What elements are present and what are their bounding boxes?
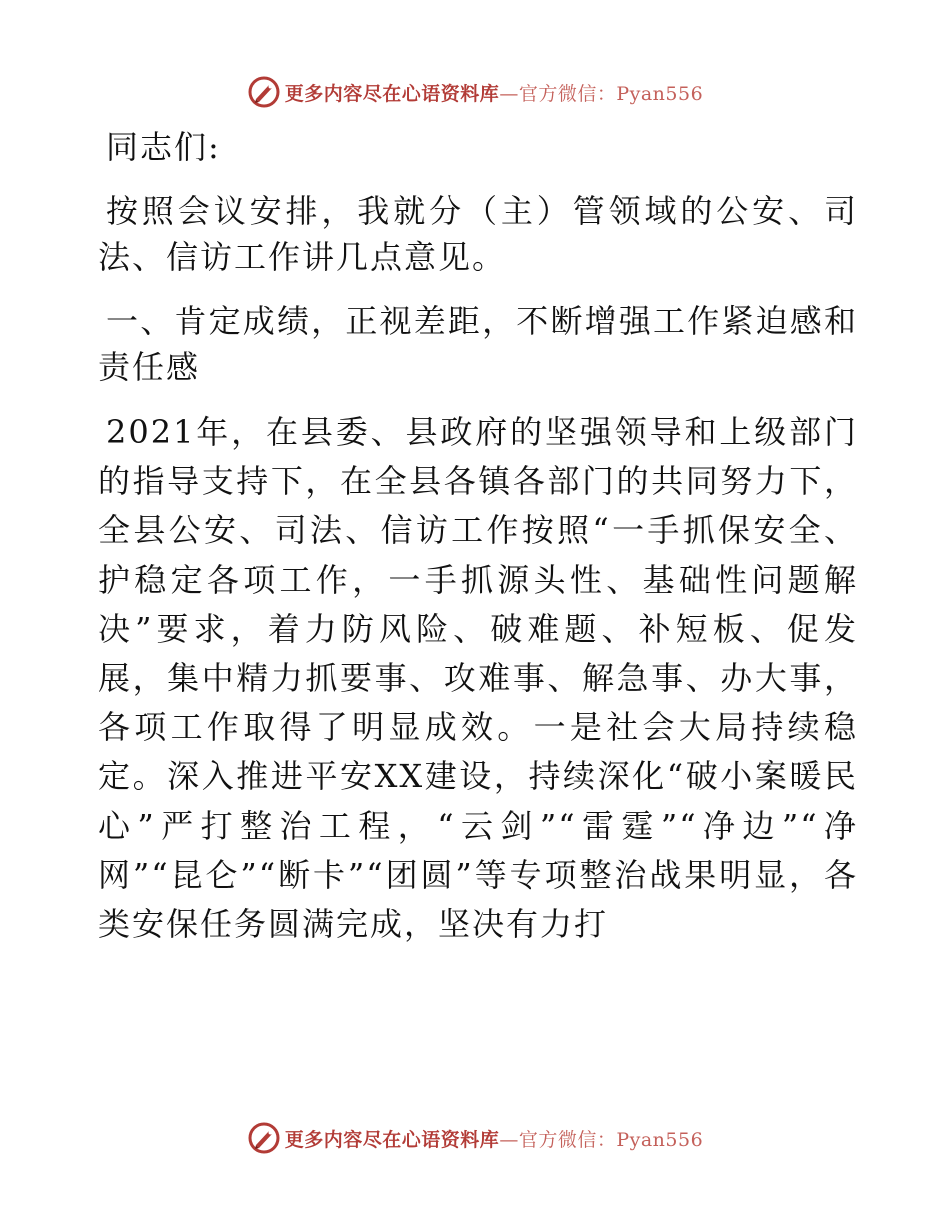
- salutation: 同志们:: [106, 128, 221, 166]
- header-watermark: [0, 70, 950, 114]
- pen-logo-icon: [247, 1121, 281, 1155]
- footer-watermark: [0, 1116, 950, 1160]
- watermark-text: 更多内容尽在心语资料库—官方微信：Pyan556: [284, 82, 704, 105]
- watermark-text: 更多内容尽在心语资料库—官方微信：Pyan556: [284, 1128, 704, 1151]
- section-body-paragraph: 2021年，在县委、县政府的坚强领导和上级部门的指导支持下，在全县各镇各部门的共同努力下，全县公安、司法、信访工作按照“一手抓保安全、护稳定各项工作，一手抓源头性、基础性问题解决”要求，着力防风险、破难题、补短板、促发展，集中精力抓要事、攻难事、解急事、办大事，各项工作取得了明显成效。一是社会大局持续稳定。深入推进平安XX建设，持续深化“破小案暖民心”严打整治工程，“云剑”“雷霆”“净边”“净网”“昆仑”“断卡”“团圆”等专项整治战果明显，各类安保任务圆满完成，坚决有力打: [98, 413, 858, 944]
- intro-paragraph: 按照会议安排，我就分（主）管领域的公安、司法、信访工作讲几点意见。: [98, 192, 858, 276]
- section-heading: 一、肯定成绩，正视差距，不断增强工作紧迫感和责任感: [98, 302, 858, 386]
- pen-logo-icon: [247, 75, 281, 109]
- document-body: [98, 124, 858, 949]
